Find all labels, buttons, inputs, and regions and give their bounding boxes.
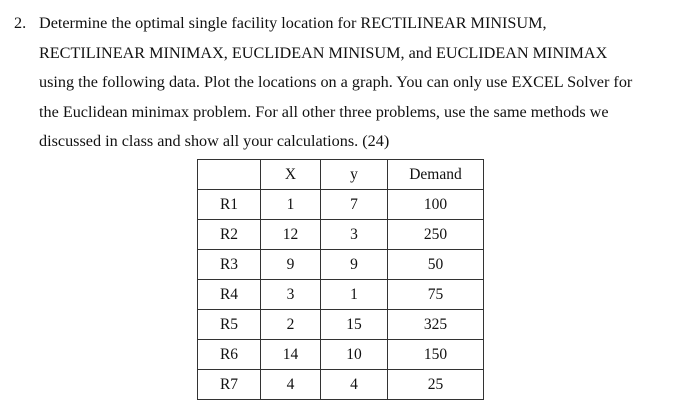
question-text: [14, 9, 690, 157]
row-label: R1: [198, 190, 261, 220]
y-value: 15: [321, 310, 388, 340]
x-value: 1: [261, 190, 321, 220]
demand-data-table: [197, 159, 484, 400]
table-row: [198, 220, 484, 250]
row-label: R4: [198, 280, 261, 310]
x-value: 9: [261, 250, 321, 280]
x-value: 14: [261, 340, 321, 370]
question-line-4: the Euclidean minimax problem. For all other three problems, use the same methods we: [39, 102, 609, 121]
demand-value: 50: [388, 250, 484, 280]
y-value: 1: [321, 280, 388, 310]
row-label: R6: [198, 340, 261, 370]
demand-value: 75: [388, 280, 484, 310]
y-value: 10: [321, 340, 388, 370]
header-cell-blank: [198, 160, 261, 190]
question-line-1: 2. Determine the optimal single facility location for RECTILINEAR MINISUM,: [14, 9, 690, 39]
table-row: [198, 190, 484, 220]
question-line-5: discussed in class and show all your calculations. (24): [39, 132, 390, 150]
demand-value: 100: [388, 190, 484, 220]
header-cell-demand: Demand: [388, 160, 484, 190]
question-line-3: using the following data. Plot the locations on a graph. You can only use EXCEL Solver for: [39, 73, 633, 91]
x-value: 3: [261, 280, 321, 310]
row-label: R2: [198, 220, 261, 250]
demand-value: 25: [388, 370, 484, 400]
header-cell-x: X: [261, 160, 321, 190]
table-row: [198, 280, 484, 310]
table-row: [198, 340, 484, 370]
table-row: [198, 370, 484, 400]
table-row: [198, 250, 484, 280]
row-label: R3: [198, 250, 261, 280]
question-line-2: RECTILINEAR MINIMAX, EUCLIDEAN MINISUM, and EUCLIDEAN MINIMAX: [39, 43, 608, 62]
y-value: 7: [321, 190, 388, 220]
row-label: R7: [198, 370, 261, 400]
y-value: 4: [321, 370, 388, 400]
demand-value: 250: [388, 220, 484, 250]
table-row: [198, 310, 484, 340]
y-value: 9: [321, 250, 388, 280]
table-header-row: [198, 160, 484, 190]
demand-value: 325: [388, 310, 484, 340]
header-cell-y: y: [321, 160, 388, 190]
y-value: 3: [321, 220, 388, 250]
question-number: 2.: [14, 14, 27, 32]
x-value: 12: [261, 220, 321, 250]
demand-value: 150: [388, 340, 484, 370]
row-label: R5: [198, 310, 261, 340]
x-value: 4: [261, 370, 321, 400]
x-value: 2: [261, 310, 321, 340]
